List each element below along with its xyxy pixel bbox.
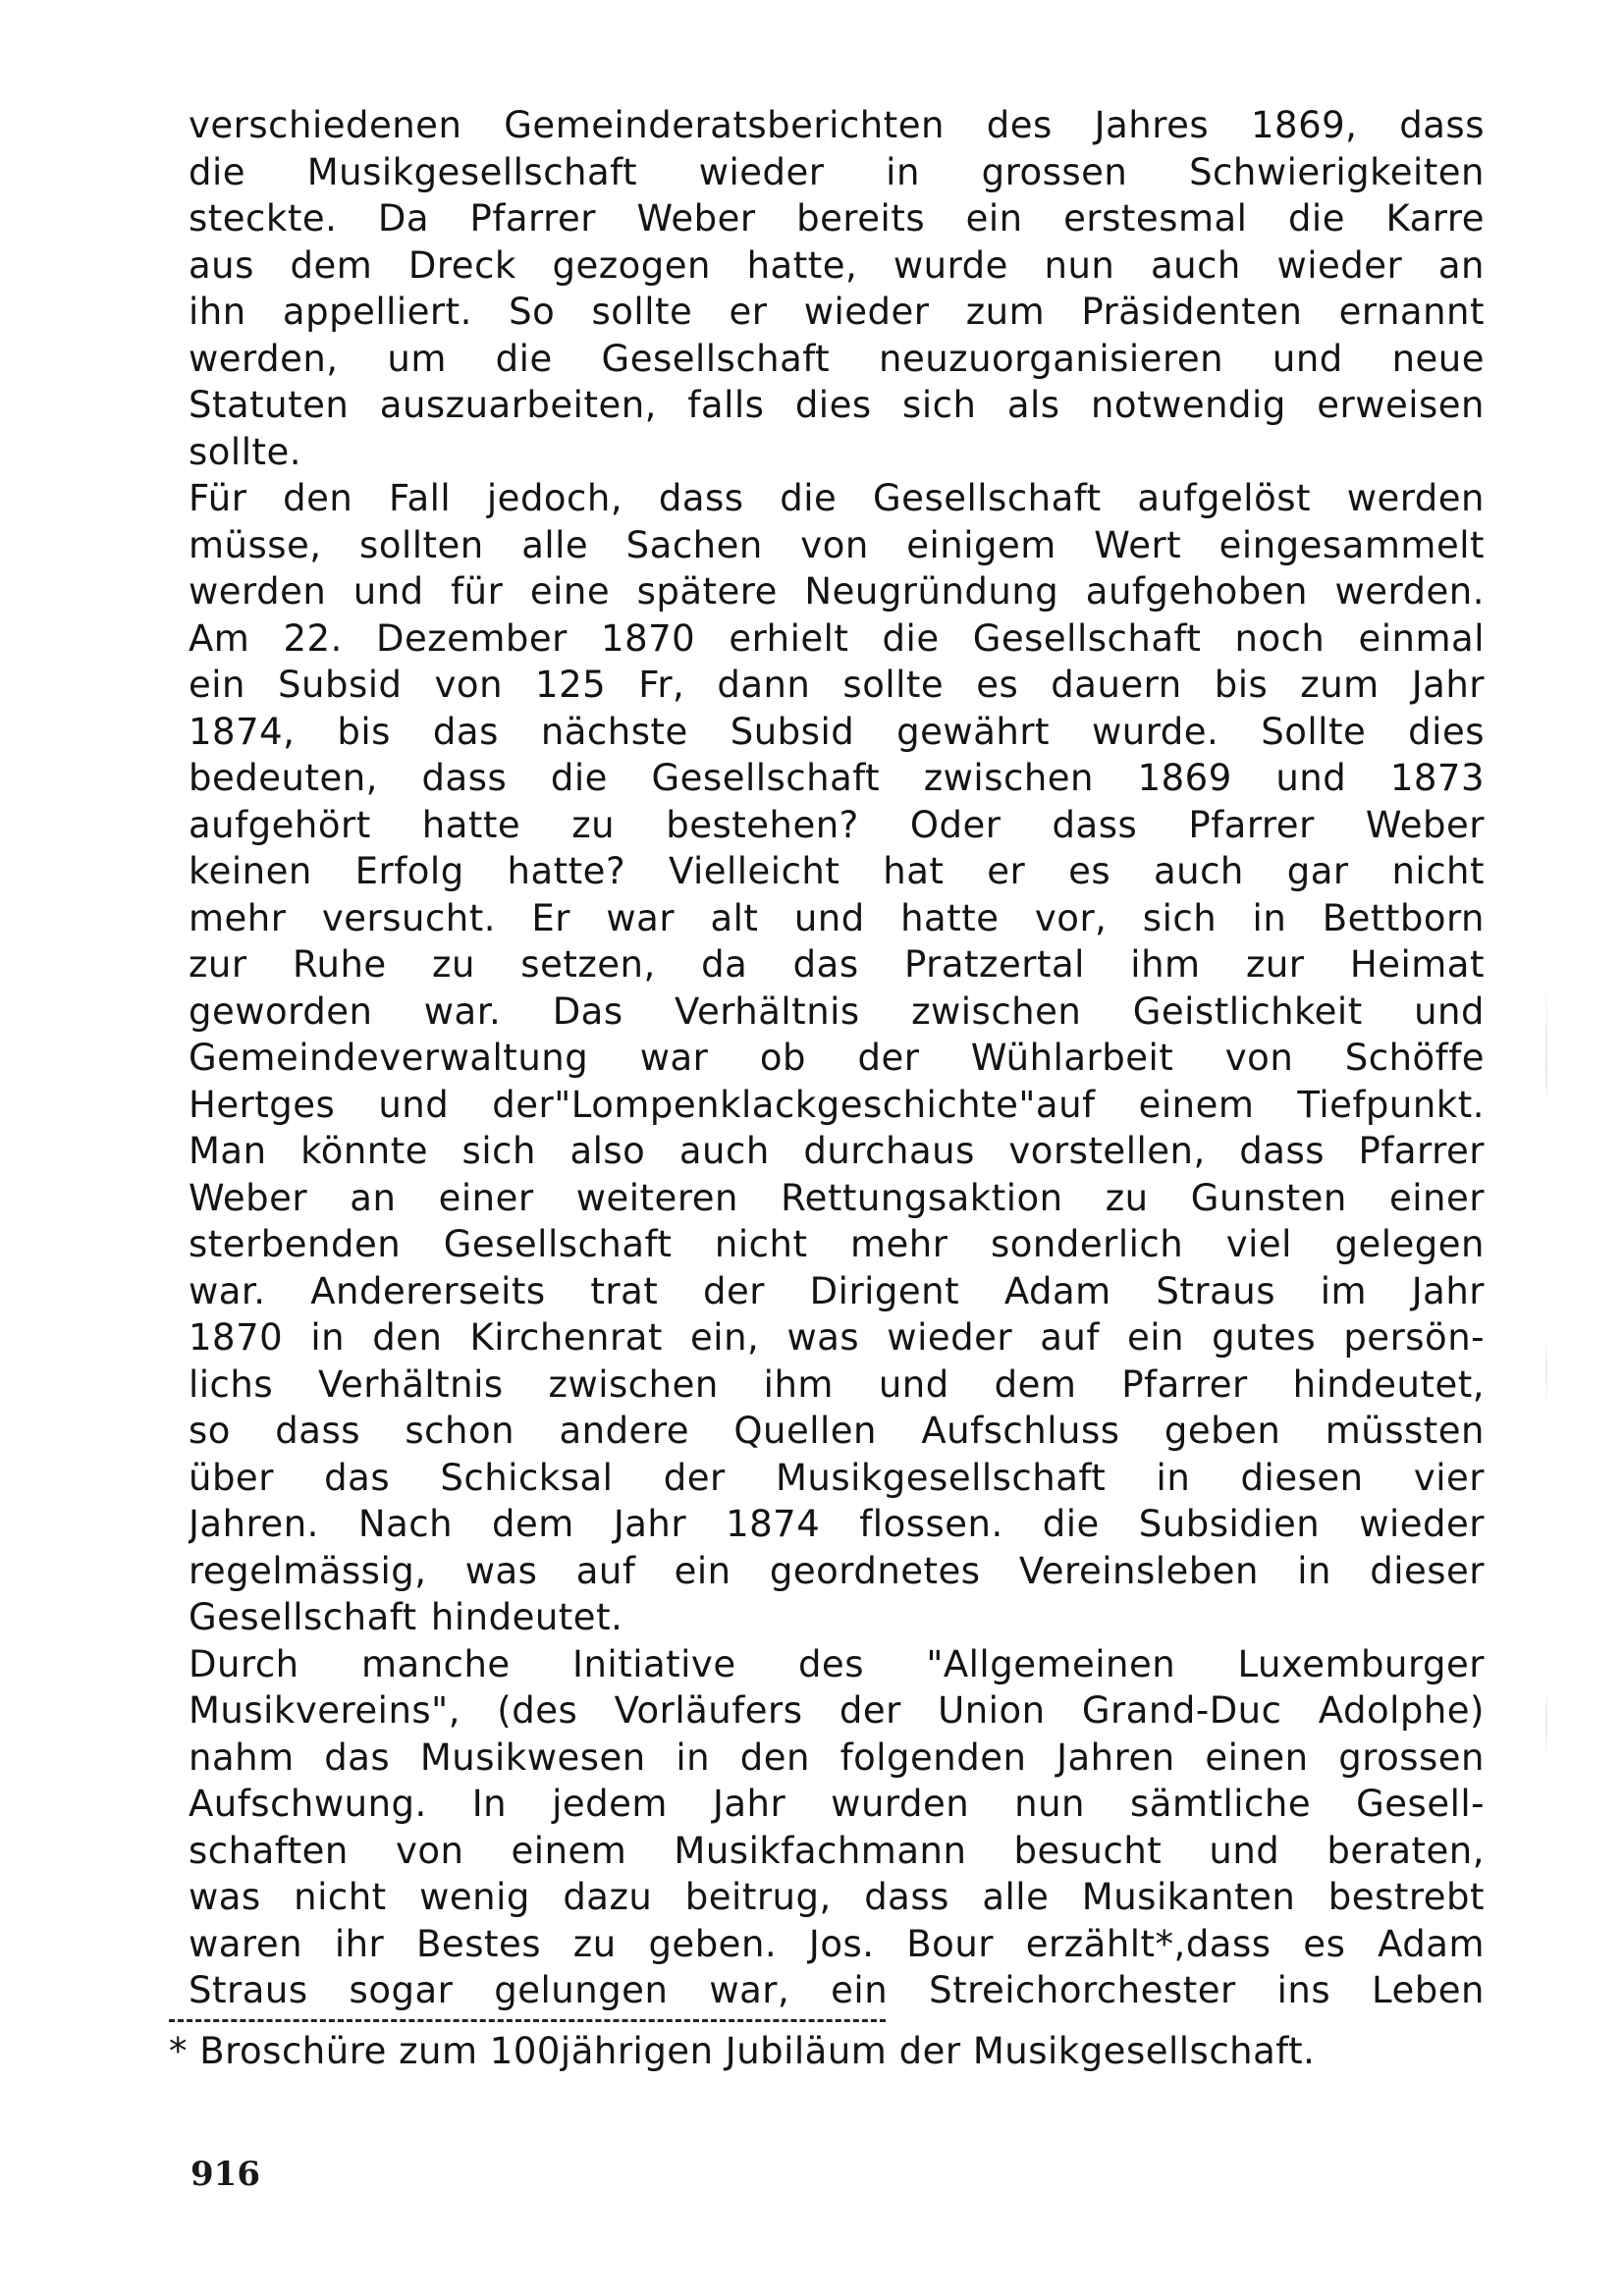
text-line: ihn appelliert. So sollte er wieder zum Präsidenten ernannt (189, 291, 1485, 333)
text-line: nahm das Musikwesen in den folgenden Jahren einen grossen (189, 1735, 1485, 1779)
text-line: war. Andererseits trat der Dirigent Adam Straus im Jahr (189, 1269, 1485, 1312)
text-line: schaften von einem Musikfachmann besucht und beraten, (189, 1829, 1485, 1872)
text-line: 1874, bis das nächste Subsid gewährt wurde. Sollte dies (189, 710, 1485, 753)
text-line: lichs Verhältnis zwischen ihm und dem Pfarrer hindeutet, (189, 1362, 1485, 1406)
text-line: 1870 in den Kirchenrat ein, was wieder auf ein gutes persön- (189, 1316, 1485, 1359)
text-line: Weber an einer weiteren Rettungsaktion zu Gunsten einer (189, 1176, 1485, 1219)
text-line: müsse, sollten alle Sachen von einigem Wert eingesammelt (189, 523, 1485, 566)
scan-edge-marks (1545, 982, 1547, 1865)
text-line: werden und für eine spätere Neugründung aufgehoben werden. (189, 570, 1485, 613)
footnote: * Broschüre zum 100jährigen Jubiläum der Musikgesellschaft. (169, 2030, 1316, 2072)
text-line: Musikvereins", (des Vorläufers der Union Grand-Duc Adolphe) (189, 1689, 1485, 1732)
text-line: Jahren. Nach dem Jahr 1874 flossen. die Subsidien wieder (189, 1503, 1485, 1545)
text-line: Gemeindeverwaltung war ob der Wühlarbeit von Schöffe (189, 1037, 1485, 1079)
body-text (189, 102, 1485, 2014)
text-line: regelmässig, was auf ein geordnetes Vereinsleben in dieser (189, 1549, 1485, 1592)
text-line: geworden war. Das Verhältnis zwischen Geistlichkeit und (189, 989, 1485, 1033)
text-line: Gesellschaft hindeutet. (189, 1596, 623, 1638)
text-line: mehr versucht. Er war alt und hatte vor, sich in Bettborn (189, 896, 1485, 939)
text-line: keinen Erfolg hatte? Vielleicht hat er es auch gar nicht (189, 850, 1485, 892)
text-line: aus dem Dreck gezogen hatte, wurde nun auch wieder an (189, 243, 1485, 287)
text-line: die Musikgesellschaft wieder in grossen Schwierigkeiten (189, 150, 1485, 193)
text-line: sterbenden Gesellschaft nicht mehr sonderlich viel gelegen (189, 1223, 1485, 1265)
text-line: sollte. (189, 430, 302, 473)
text-line: verschiedenen Gemeinderatsberichten des Jahres 1869, dass (189, 104, 1485, 146)
text-line: Statuten auszuarbeiten, falls dies sich als notwendig erweisen (189, 384, 1485, 426)
text-line: steckte. Da Pfarrer Weber bereits ein erstesmal die Karre (189, 197, 1485, 240)
text-line: Für den Fall jedoch, dass die Gesellschaft aufgelöst werden (189, 477, 1485, 519)
text-line: über das Schicksal der Musikgesellschaft in diesen vier (189, 1456, 1485, 1499)
footnote-separator (169, 2019, 886, 2022)
text-line: Aufschwung. In jedem Jahr wurden nun sämtliche Gesell- (189, 1783, 1485, 1825)
text-line: Man könnte sich also auch durchaus vorstellen, dass Pfarrer (189, 1130, 1485, 1172)
text-line: aufgehört hatte zu bestehen? Oder dass Pfarrer Weber (189, 803, 1485, 846)
text-line: Straus sogar gelungen war, ein Streichorchester ins Leben (189, 1969, 1485, 2011)
text-line: zur Ruhe zu setzen, da das Pratzertal ihm zur Heimat (189, 943, 1485, 986)
text-line: so dass schon andere Quellen Aufschluss geben müssten (189, 1410, 1485, 1452)
page-number: 916 (190, 2155, 260, 2194)
text-line: werden, um die Gesellschaft neuzuorganisieren und neue (189, 337, 1485, 380)
text-line: bedeuten, dass die Gesellschaft zwischen 1869 und 1873 (189, 757, 1485, 799)
text-line: Am 22. Dezember 1870 erhielt die Gesellschaft noch einmal (189, 616, 1485, 660)
text-line: was nicht wenig dazu beitrug, dass alle Musikanten bestrebt (189, 1876, 1485, 1918)
text-line: Hertges und der"Lompenklackgeschichte"auf einem Tiefpunkt. (189, 1083, 1485, 1126)
text-line: ein Subsid von 125 Fr, dann sollte es dauern bis zum Jahr (189, 664, 1485, 706)
text-line: waren ihr Bestes zu geben. Jos. Bour erzählt*,dass es Adam (189, 1922, 1485, 1965)
text-line: Durch manche Initiative des "Allgemeinen Luxemburger (189, 1642, 1485, 1685)
